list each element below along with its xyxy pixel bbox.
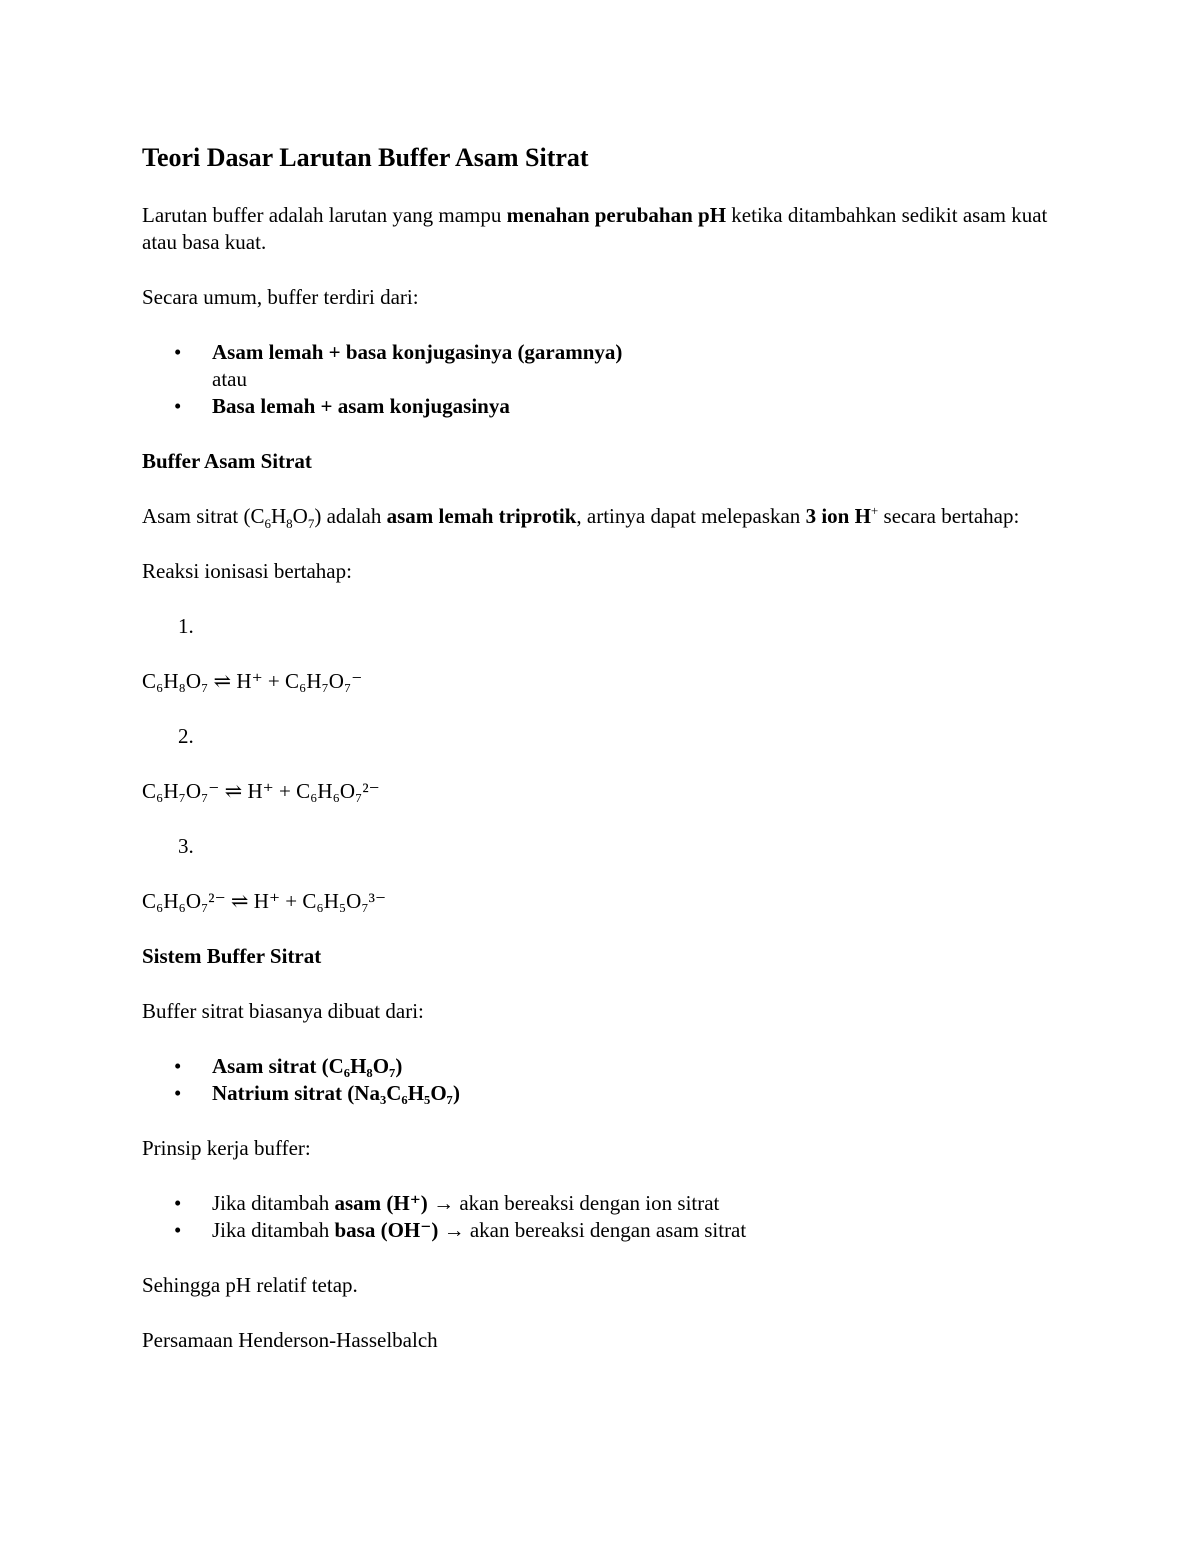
subscript: 6: [264, 516, 271, 532]
page-title: Teori Dasar Larutan Buffer Asam Sitrat: [142, 143, 589, 172]
reaction-number: 3.: [178, 834, 194, 858]
bold-text: basa (OH⁻): [334, 1218, 439, 1242]
section-heading-sistem-buffer-sitrat: Sistem Buffer Sitrat: [142, 944, 322, 968]
text-run: , artinya dapat melepaskan: [576, 504, 806, 528]
reaction-number: 1.: [178, 614, 194, 638]
reaction-number: 2.: [178, 724, 194, 748]
bold-text: asam (H⁺): [334, 1191, 428, 1215]
reaction-equation: C₆H₈O₇ ⇌ H⁺ + C₆H₇O₇⁻: [142, 669, 363, 693]
text-run: Asam sitrat (C: [142, 504, 265, 528]
list-item: [142, 339, 1062, 393]
intro-text-post: ketika ditambahkan sedikit asam kuat atau basa kuat.: [142, 203, 1048, 254]
list-item: [142, 1217, 1062, 1244]
text-run: H: [270, 504, 287, 528]
list-item: [142, 1080, 1062, 1107]
superscript: +: [870, 503, 879, 518]
or-note: atau: [212, 367, 247, 391]
citric-acid-paragraph: [142, 503, 1062, 530]
list-item-text: Basa lemah + asam konjugasinya: [212, 394, 510, 418]
intro-text-pre: Larutan buffer adalah larutan yang mampu: [142, 203, 507, 227]
list-item-text: Natrium sitrat (Na₃C₆H₅O₇): [212, 1081, 460, 1105]
document-page: [142, 140, 1062, 1382]
principle-list: [142, 1190, 1062, 1244]
text-run: O: [292, 504, 308, 528]
bold-text: 3 ion H: [805, 504, 871, 528]
bold-text: asam lemah triprotik: [386, 504, 577, 528]
reaction-equation: C₆H₇O₇⁻ ⇌ H⁺ + C₆H₆O₇²⁻: [142, 779, 380, 803]
reaction-lead: Reaksi ionisasi bertahap:: [142, 559, 352, 583]
system-lead: Buffer sitrat biasanya dibuat dari:: [142, 999, 424, 1023]
text-run: ) adalah: [314, 504, 387, 528]
text-run: Jika ditambah: [212, 1218, 335, 1242]
equation-heading: Persamaan Henderson-Hasselbalch: [142, 1328, 438, 1352]
text-run: secara bertahap:: [878, 504, 1020, 528]
text-run: Jika ditambah: [212, 1191, 335, 1215]
conclusion: Sehingga pH relatif tetap.: [142, 1273, 358, 1297]
reaction-equation: C₆H₆O₇²⁻ ⇌ H⁺ + C₆H₅O₇³⁻: [142, 889, 387, 913]
section-heading-buffer-asam-sitrat: Buffer Asam Sitrat: [142, 449, 312, 473]
text-run: → akan bereaksi dengan asam sitrat: [438, 1218, 747, 1242]
intro-text-bold: menahan perubahan pH: [506, 203, 727, 227]
list-item: [142, 1053, 1062, 1080]
subscript: 8: [286, 516, 293, 532]
subscript: 7: [307, 516, 315, 532]
list-item: [142, 393, 1062, 420]
principle-lead: Prinsip kerja buffer:: [142, 1136, 311, 1160]
list-item-text: Asam sitrat (C₆H₈O₇): [212, 1054, 403, 1078]
intro-paragraph: [142, 202, 1062, 256]
buffer-ingredients-list: [142, 1053, 1062, 1107]
general-lead: Secara umum, buffer terdiri dari:: [142, 285, 419, 309]
list-item-text: Asam lemah + basa konjugasinya (garamnya): [212, 340, 623, 364]
list-item: [142, 1190, 1062, 1217]
text-run: → akan bereaksi dengan ion sitrat: [427, 1191, 720, 1215]
buffer-composition-list: [142, 339, 1062, 420]
